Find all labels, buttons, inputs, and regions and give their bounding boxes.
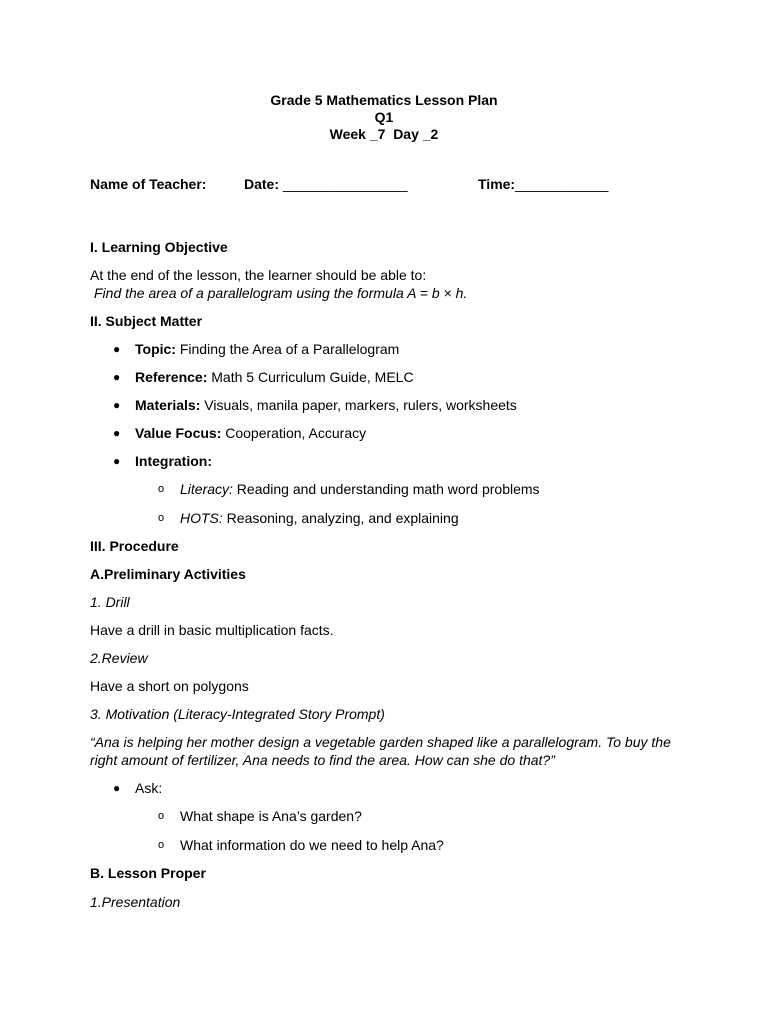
review-text: Have a short on polygons [90,678,249,694]
list-item-materials [135,397,517,414]
procedure-heading: III. Procedure [90,538,179,554]
presentation-heading: 1.Presentation [90,894,181,910]
story-prompt-line-1: “Ana is helping her mother design a vegetable garden shaped like a parallelogram. To buy the [90,734,671,750]
list-item-label: Materials: [135,397,201,413]
sub-bullet-icon: o [158,810,165,822]
week-day-label: Week _7 Day _2 [329,126,439,142]
drill-text: Have a drill in basic multiplication facts. [90,622,334,638]
list-item-label: Value Focus: [135,425,222,441]
question-item: What information do we need to help Ana? [180,837,444,853]
story-prompt-line-2: right amount of fertilizer, Ana needs to find the area. How can she do that?” [90,752,555,768]
ask-label: Ask: [135,780,163,796]
sub-bullet-icon: o [158,512,165,524]
review-heading: 2.Review [90,650,148,666]
list-item-text: Finding the Area of a Parallelogram [175,341,400,357]
list-item-label: Integration: [135,453,212,469]
document-title: Grade 5 Mathematics Lesson Plan [270,92,498,108]
list-item-text: Visuals, manila paper, markers, rulers, worksheets [200,397,517,413]
sub-bullet-icon: o [158,483,165,495]
bullet-icon: ● [113,426,121,440]
bullet-icon: ● [113,781,121,795]
question-item: What shape is Ana’s garden? [180,808,362,824]
list-item-label: Reference: [135,369,208,385]
objective-heading: I. Learning Objective [90,239,228,255]
subject-matter-heading: II. Subject Matter [90,313,203,329]
list-item-topic [135,341,399,358]
sub-item-label: Literacy: [180,481,233,497]
time-blank: ____________ [515,176,609,192]
date-blank: ________________ [283,176,408,192]
list-item-text: Math 5 Curriculum Guide, MELC [207,369,414,385]
motivation-heading: 3. Motivation (Literacy-Integrated Story Prompt) [90,706,385,722]
list-item-value-focus [135,425,366,442]
sub-item-literacy [180,481,540,498]
sub-item-text: Reasoning, analyzing, and explaining [222,510,459,526]
list-item-label: Topic: [135,341,176,357]
list-item-text: Cooperation, Accuracy [221,425,367,441]
time-label: Time: [478,176,516,192]
bullet-icon: ● [113,370,121,384]
date-label: Date: [244,176,280,192]
list-item-reference [135,369,414,386]
teacher-label: Name of Teacher: [90,176,207,192]
list-item-integration [135,453,212,470]
lesson-proper-heading: B. Lesson Proper [90,865,206,881]
sub-item-label: HOTS: [180,510,223,526]
sub-item-text: Reading and understanding math word problems [232,481,540,497]
quarter-label: Q1 [374,109,394,125]
bullet-icon: ● [113,342,121,356]
objective-item: Find the area of a parallelogram using the formula A = b × h. [94,285,468,301]
preliminary-heading: A.Preliminary Activities [90,566,246,582]
sub-item-hots [180,510,459,527]
bullet-icon: ● [113,454,121,468]
objective-intro: At the end of the lesson, the learner should be able to: [90,267,427,283]
bullet-icon: ● [113,398,121,412]
sub-bullet-icon: o [158,839,165,851]
drill-heading: 1. Drill [90,594,130,610]
